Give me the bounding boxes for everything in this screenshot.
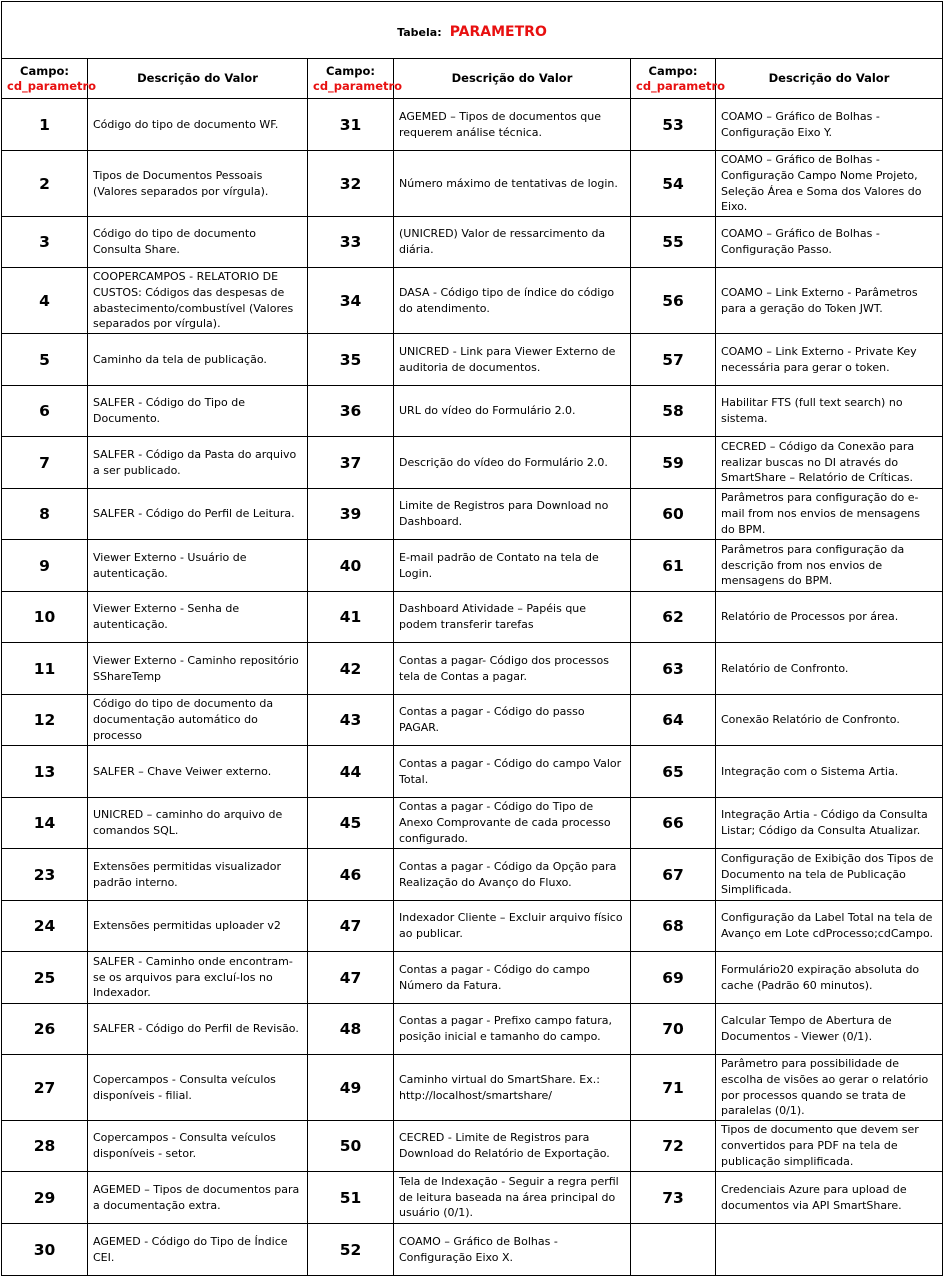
parameter-code: 30 <box>2 1224 88 1276</box>
parameter-code: 13 <box>2 746 88 798</box>
parameter-description: Descrição do vídeo do Formulário 2.0. <box>394 437 631 489</box>
parameter-description: URL do vídeo do Formulário 2.0. <box>394 386 631 437</box>
parameter-code: 39 <box>308 489 394 540</box>
parameter-code: 14 <box>2 798 88 849</box>
parameter-code: 63 <box>631 643 716 695</box>
parameter-description: Parâmetros para configuração da descrição from nos envios de mensagens do BPM. <box>716 540 943 592</box>
parameter-code: 33 <box>308 217 394 268</box>
parameter-description: AGEMED – Tipos de documentos para a documentação extra. <box>88 1172 308 1224</box>
parameter-code: 2 <box>2 151 88 217</box>
table-title-name: PARAMETRO <box>449 23 547 40</box>
table-row <box>2 151 943 217</box>
table-row <box>2 1224 943 1276</box>
parameter-description: Contas a pagar - Código do campo Número da Fatura. <box>394 952 631 1004</box>
parameter-code: 41 <box>308 592 394 643</box>
table-row <box>2 217 943 268</box>
parameter-code: 9 <box>2 540 88 592</box>
campo-header <box>308 59 403 99</box>
parameter-code: 44 <box>308 746 394 798</box>
parameter-code: 25 <box>2 952 88 1004</box>
parameter-description: Contas a pagar - Código do Tipo de Anexo Comprovante de cada processo configurado. <box>394 798 631 849</box>
table-row <box>2 334 943 386</box>
table-row <box>2 849 943 901</box>
table-row <box>2 386 943 437</box>
parameter-code: 42 <box>308 643 394 695</box>
parameter-code: 61 <box>631 540 716 592</box>
parameter-code <box>631 1224 716 1276</box>
campo-header-field: cd_parametro <box>313 78 403 93</box>
parameter-description: Código do tipo de documento Consulta Share. <box>88 217 308 268</box>
parameter-description: Credenciais Azure para upload de documentos via API SmartShare. <box>716 1172 943 1224</box>
parameter-description: Habilitar FTS (full text search) no sistema. <box>716 386 943 437</box>
campo-header-field: cd_parametro <box>636 78 726 93</box>
table-row <box>2 592 943 643</box>
parameter-code: 54 <box>631 151 716 217</box>
parameter-code: 40 <box>308 540 394 592</box>
parameter-code: 69 <box>631 952 716 1004</box>
parameter-description: Viewer Externo - Usuário de autenticação. <box>88 540 308 592</box>
parameter-description: COAMO – Gráfico de Bolhas - Configuração Campo Nome Projeto, Seleção Área e Soma dos Valores do Eixo. <box>716 151 943 217</box>
table-title <box>2 2 943 59</box>
parameter-code: 26 <box>2 1004 88 1055</box>
parameter-description: SALFER - Código do Tipo de Documento. <box>88 386 308 437</box>
parameter-description: Extensões permitidas uploader v2 <box>88 901 308 952</box>
parameter-code: 36 <box>308 386 394 437</box>
descricao-header: Descrição do Valor <box>394 59 631 99</box>
parameter-description: DASA - Código tipo de índice do código do atendimento. <box>394 268 631 334</box>
parameter-description: Copercampos - Consulta veículos disponíveis - filial. <box>88 1055 308 1121</box>
parameter-description: Contas a pagar - Código da Opção para Realização do Avanço do Fluxo. <box>394 849 631 901</box>
parameter-description: COAMO – Gráfico de Bolhas - Configuração Eixo X. <box>394 1224 631 1276</box>
campo-header <box>631 59 726 99</box>
parameter-description: Configuração da Label Total na tela de Avanço em Lote cdProcesso;cdCampo. <box>716 901 943 952</box>
table-row <box>2 952 943 1004</box>
parameter-code: 47 <box>308 952 394 1004</box>
table-row <box>2 437 943 489</box>
table-row <box>2 1121 943 1172</box>
parameter-code: 31 <box>308 99 394 151</box>
parameter-code: 68 <box>631 901 716 952</box>
parameter-description: Calcular Tempo de Abertura de Documentos - Viewer (0/1). <box>716 1004 943 1055</box>
parameter-code: 32 <box>308 151 394 217</box>
table-row <box>2 746 943 798</box>
parameter-code: 73 <box>631 1172 716 1224</box>
parameter-code: 71 <box>631 1055 716 1121</box>
table-row <box>2 901 943 952</box>
parameter-code: 65 <box>631 746 716 798</box>
parameter-code: 49 <box>308 1055 394 1121</box>
table-title-label: Tabela: <box>397 25 442 39</box>
parameter-description: Código do tipo de documento da documentação automático do processo <box>88 695 308 746</box>
parameter-description: (UNICRED) Valor de ressarcimento da diária. <box>394 217 631 268</box>
parameter-code: 64 <box>631 695 716 746</box>
parameter-description: Extensões permitidas visualizador padrão interno. <box>88 849 308 901</box>
parameter-code: 58 <box>631 386 716 437</box>
parameter-code: 23 <box>2 849 88 901</box>
parameter-code: 10 <box>2 592 88 643</box>
parameter-description: COAMO – Gráfico de Bolhas - Configuração Passo. <box>716 217 943 268</box>
parameter-code: 50 <box>308 1121 394 1172</box>
parameter-description: Relatório de Processos por área. <box>716 592 943 643</box>
parameter-description: Contas a pagar- Código dos processos tela de Contas a pagar. <box>394 643 631 695</box>
parameter-description: Integração com o Sistema Artia. <box>716 746 943 798</box>
parameter-description: Parâmetro para possibilidade de escolha de visões ao gerar o relatório por processos quando se trata de paralelas (0/1). <box>716 1055 943 1121</box>
parameter-code: 24 <box>2 901 88 952</box>
parameter-description: SALFER – Chave Veiwer externo. <box>88 746 308 798</box>
parameter-code: 48 <box>308 1004 394 1055</box>
header-row <box>2 59 943 99</box>
parameter-description: Copercampos - Consulta veículos disponíveis - setor. <box>88 1121 308 1172</box>
table-body <box>2 99 943 1276</box>
parameter-description: Parâmetros para configuração do e-mail from nos envios de mensagens do BPM. <box>716 489 943 540</box>
parameter-description: Configuração de Exibição dos Tipos de Documento na tela de Publicação Simplificada. <box>716 849 943 901</box>
parameter-code: 60 <box>631 489 716 540</box>
parameter-code: 59 <box>631 437 716 489</box>
parameter-description: UNICRED - Link para Viewer Externo de auditoria de documentos. <box>394 334 631 386</box>
parameter-code: 66 <box>631 798 716 849</box>
parameter-description: Contas a pagar - Prefixo campo fatura, posição inicial e tamanho do campo. <box>394 1004 631 1055</box>
parameter-description: UNICRED – caminho do arquivo de comandos SQL. <box>88 798 308 849</box>
table-row <box>2 99 943 151</box>
parameter-description: Integração Artia - Código da Consulta Listar; Código da Consulta Atualizar. <box>716 798 943 849</box>
parameter-code: 46 <box>308 849 394 901</box>
parametro-table <box>1 1 943 1276</box>
parameter-code: 7 <box>2 437 88 489</box>
parameter-code: 34 <box>308 268 394 334</box>
parameter-code: 55 <box>631 217 716 268</box>
parameter-description: Dashboard Atividade – Papéis que podem transferir tarefas <box>394 592 631 643</box>
parameter-description: Tela de Indexação - Seguir a regra perfil de leitura baseada na área principal do usuário (0/1). <box>394 1172 631 1224</box>
parameter-code: 37 <box>308 437 394 489</box>
parameter-description <box>716 1224 943 1276</box>
table-row <box>2 268 943 334</box>
parameter-description: AGEMED - Código do Tipo de Índice CEI. <box>88 1224 308 1276</box>
parameter-code: 12 <box>2 695 88 746</box>
parameter-code: 28 <box>2 1121 88 1172</box>
parameter-description: Código do tipo de documento WF. <box>88 99 308 151</box>
parameter-code: 29 <box>2 1172 88 1224</box>
parameter-code: 51 <box>308 1172 394 1224</box>
parameter-description: Relatório de Confronto. <box>716 643 943 695</box>
descricao-header: Descrição do Valor <box>88 59 308 99</box>
parameter-description: CECRED - Limite de Registros para Download do Relatório de Exportação. <box>394 1121 631 1172</box>
parameter-code: 67 <box>631 849 716 901</box>
parameter-description: Contas a pagar - Código do campo Valor Total. <box>394 746 631 798</box>
parameter-code: 8 <box>2 489 88 540</box>
parameter-code: 35 <box>308 334 394 386</box>
parameter-code: 3 <box>2 217 88 268</box>
parameter-description: SALFER - Caminho onde encontram-se os arquivos para excluí-los no Indexador. <box>88 952 308 1004</box>
parameter-code: 6 <box>2 386 88 437</box>
parameter-description: Caminho da tela de publicação. <box>88 334 308 386</box>
parameter-code: 72 <box>631 1121 716 1172</box>
parameter-code: 11 <box>2 643 88 695</box>
parameter-description: CECRED – Código da Conexão para realizar buscas no DI através do SmartShare – Relatório de Críticas. <box>716 437 943 489</box>
parameter-description: AGEMED – Tipos de documentos que requerem análise técnica. <box>394 99 631 151</box>
parameter-description: Caminho virtual do SmartShare. Ex.: http://localhost/smartshare/ <box>394 1055 631 1121</box>
parameter-description: SALFER - Código do Perfil de Revisão. <box>88 1004 308 1055</box>
table-row <box>2 1055 943 1121</box>
parameter-code: 57 <box>631 334 716 386</box>
parameter-code: 53 <box>631 99 716 151</box>
parameter-description: Indexador Cliente – Excluir arquivo físico ao publicar. <box>394 901 631 952</box>
parameter-description: COAMO – Gráfico de Bolhas - Configuração Eixo Y. <box>716 99 943 151</box>
campo-header-field: cd_parametro <box>7 78 97 93</box>
parameter-code: 52 <box>308 1224 394 1276</box>
parameter-description: Tipos de documento que devem ser convertidos para PDF na tela de publicação simplificada. <box>716 1121 943 1172</box>
parameter-description: Tipos de Documentos Pessoais (Valores separados por vírgula). <box>88 151 308 217</box>
parameter-code: 43 <box>308 695 394 746</box>
table-row <box>2 695 943 746</box>
parameter-description: COAMO – Link Externo - Private Key necessária para gerar o token. <box>716 334 943 386</box>
campo-header-label: Campo: <box>20 63 69 78</box>
parameter-code: 62 <box>631 592 716 643</box>
parameter-code: 5 <box>2 334 88 386</box>
parameter-description: Viewer Externo - Caminho repositório SShareTemp <box>88 643 308 695</box>
parameter-code: 4 <box>2 268 88 334</box>
campo-header-label: Campo: <box>648 63 698 78</box>
parameter-description: Contas a pagar - Código do passo PAGAR. <box>394 695 631 746</box>
parameter-description: Formulário20 expiração absoluta do cache (Padrão 60 minutos). <box>716 952 943 1004</box>
parameter-code: 1 <box>2 99 88 151</box>
campo-header <box>2 59 97 99</box>
parameter-description: Viewer Externo - Senha de autenticação. <box>88 592 308 643</box>
parameter-description: COOPERCAMPOS - RELATORIO DE CUSTOS: Códigos das despesas de abastecimento/combustível (Valores separados por vírgula). <box>88 268 308 334</box>
parameter-description: COAMO – Link Externo - Parâmetros para a geração do Token JWT. <box>716 268 943 334</box>
parameter-description: Conexão Relatório de Confronto. <box>716 695 943 746</box>
table-row <box>2 1004 943 1055</box>
parameter-description: Limite de Registros para Download no Dashboard. <box>394 489 631 540</box>
table-row <box>2 489 943 540</box>
parameter-code: 70 <box>631 1004 716 1055</box>
campo-header-label: Campo: <box>326 63 375 78</box>
parameter-code: 45 <box>308 798 394 849</box>
table-row <box>2 643 943 695</box>
title-row <box>2 2 943 59</box>
parameter-description: E-mail padrão de Contato na tela de Login. <box>394 540 631 592</box>
table-row <box>2 798 943 849</box>
parameter-code: 27 <box>2 1055 88 1121</box>
table-row <box>2 1172 943 1224</box>
parameter-code: 56 <box>631 268 716 334</box>
parameter-code: 47 <box>308 901 394 952</box>
parameter-description: Número máximo de tentativas de login. <box>394 151 631 217</box>
parameter-description: SALFER - Código do Perfil de Leitura. <box>88 489 308 540</box>
descricao-header: Descrição do Valor <box>716 59 943 99</box>
parameter-description: SALFER - Código da Pasta do arquivo a ser publicado. <box>88 437 308 489</box>
table-row <box>2 540 943 592</box>
